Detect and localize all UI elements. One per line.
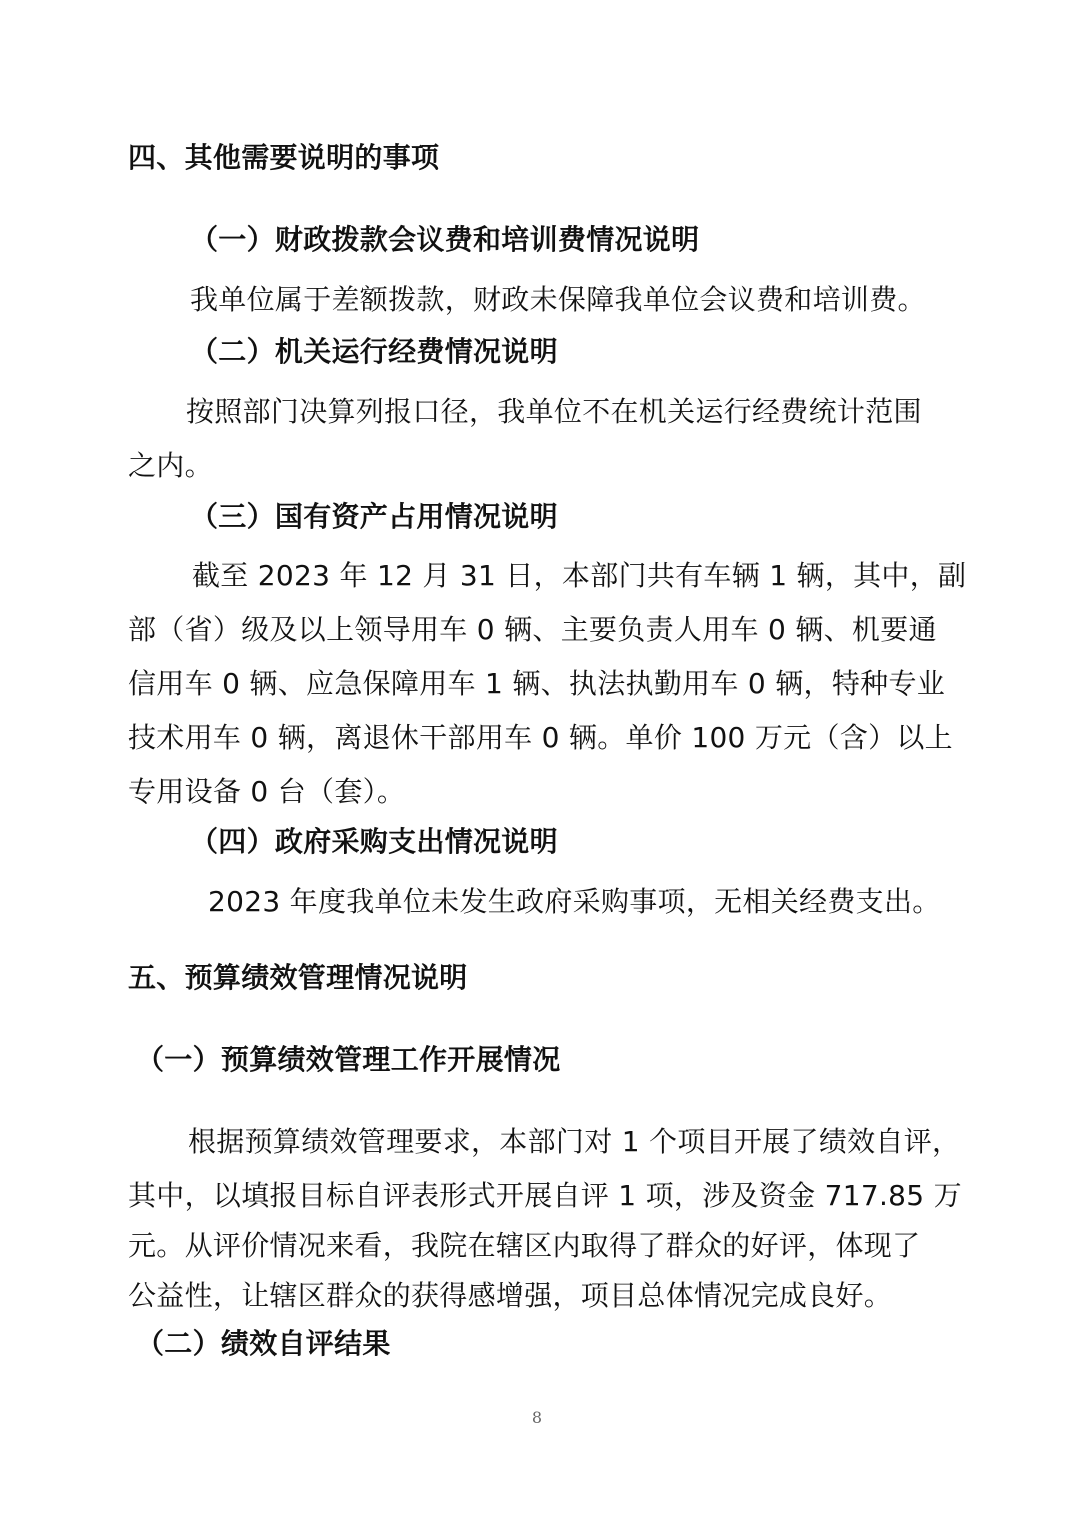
paragraph-4-2-line-2: 之内。: [128, 449, 213, 482]
page-number: 8: [531, 1408, 543, 1427]
paragraph-4-1: 我单位属于差额拨款，财政未保障我单位会议费和培训费。: [190, 283, 926, 316]
paragraph-5-1-line-2: 其中，以填报目标自评表形式开展自评 1 项，涉及资金 717.85 万: [128, 1179, 962, 1212]
paragraph-5-1-line-4: 公益性，让辖区群众的获得感增强，项目总体情况完成良好。: [128, 1279, 893, 1312]
paragraph-4-4: 2023 年度我单位未发生政府采购事项，无相关经费支出。: [208, 885, 941, 918]
subsection-heading-4-2: （二）机关运行经费情况说明: [190, 335, 558, 368]
subsection-heading-5-1: （一）预算绩效管理工作开展情况: [136, 1043, 561, 1076]
section-heading-4: 四、其他需要说明的事项: [128, 141, 440, 174]
paragraph-4-3-line-5: 专用设备 0 台（套）。: [128, 775, 406, 808]
subsection-heading-4-3: （三）国有资产占用情况说明: [190, 500, 558, 533]
paragraph-5-1-line-3: 元。从评价情况来看，我院在辖区内取得了群众的好评，体现了: [128, 1229, 921, 1262]
paragraph-4-3-line-2: 部（省）级及以上领导用车 0 辆、主要负责人用车 0 辆、机要通: [128, 613, 937, 646]
paragraph-5-1-line-1: 根据预算绩效管理要求，本部门对 1 个项目开展了绩效自评，: [188, 1125, 961, 1158]
paragraph-4-3-line-4: 技术用车 0 辆，离退休干部用车 0 辆。单价 100 万元（含）以上: [128, 721, 953, 754]
subsection-heading-4-4: （四）政府采购支出情况说明: [190, 825, 558, 858]
subsection-heading-5-2: （二）绩效自评结果: [136, 1327, 391, 1360]
paragraph-4-3-line-1: 截至 2023 年 12 月 31 日，本部门共有车辆 1 辆，其中，副: [192, 559, 967, 592]
paragraph-4-3-line-3: 信用车 0 辆、应急保障用车 1 辆、执法执勤用车 0 辆，特种专业: [128, 667, 946, 700]
paragraph-4-2-line-1: 按照部门决算列报口径，我单位不在机关运行经费统计范围: [186, 395, 922, 428]
section-heading-5: 五、预算绩效管理情况说明: [128, 961, 468, 994]
subsection-heading-4-1: （一）财政拨款会议费和培训费情况说明: [190, 223, 700, 256]
